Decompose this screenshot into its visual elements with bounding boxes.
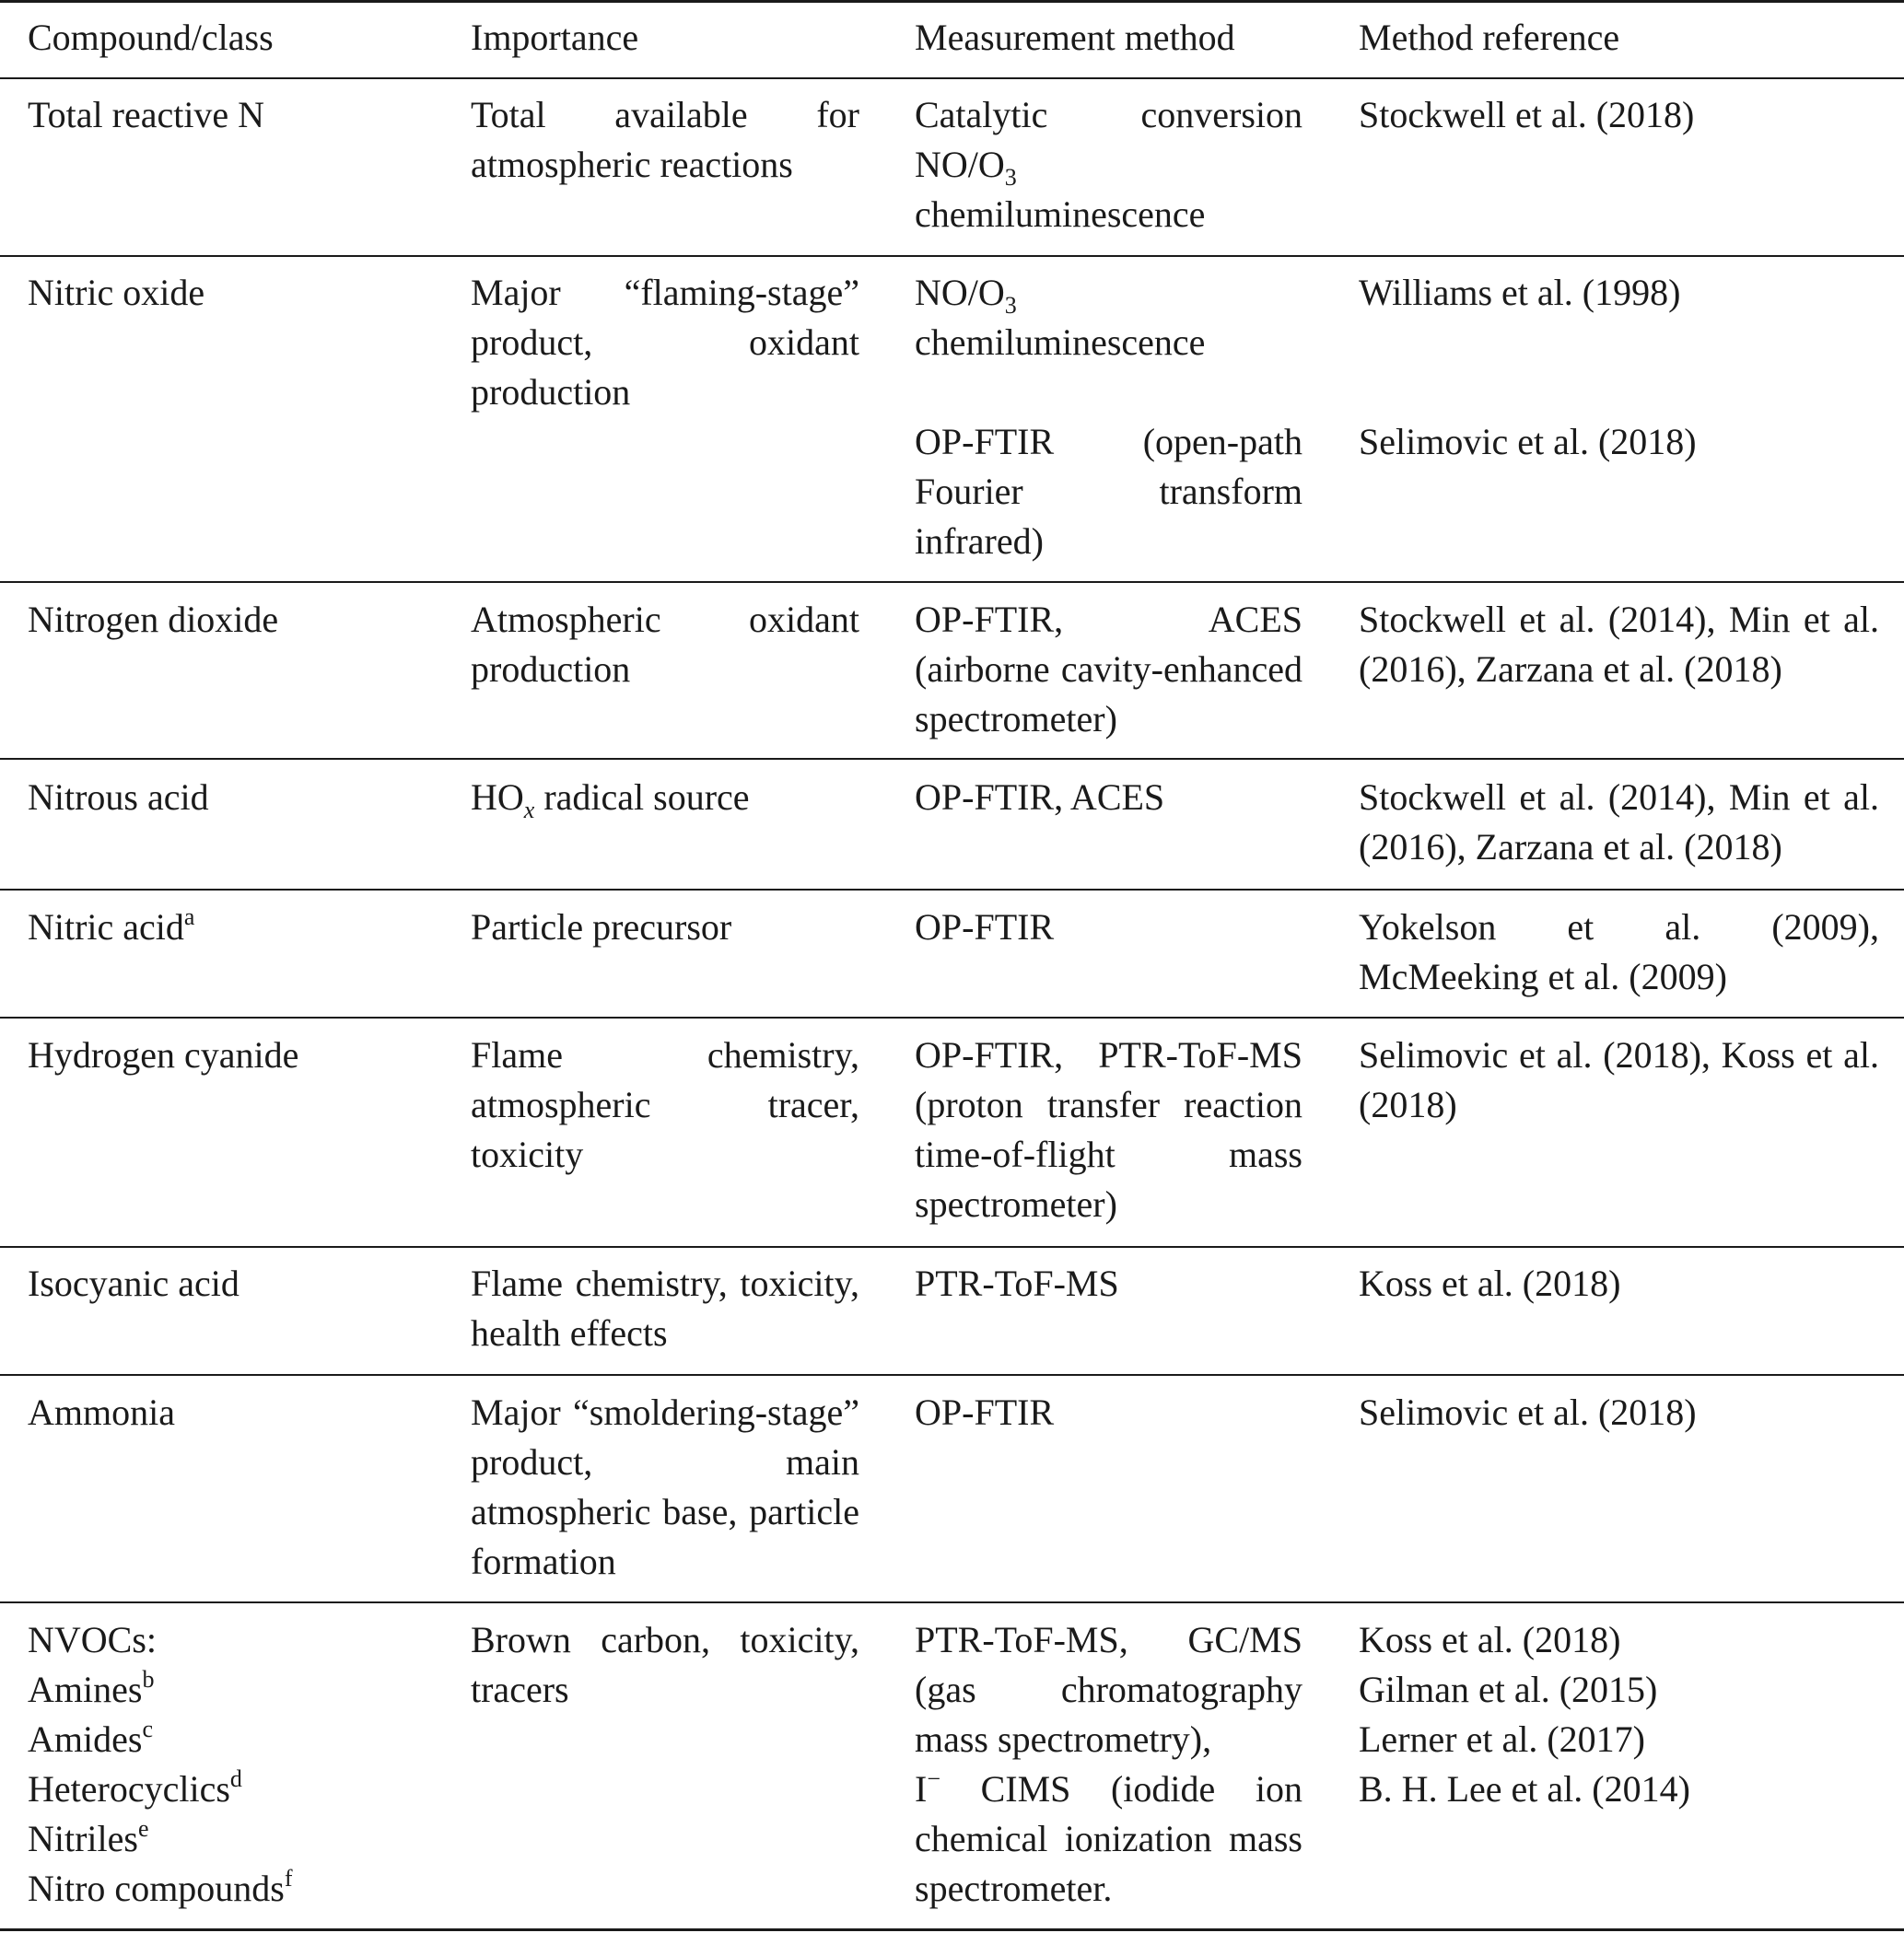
compound-label: Amines [28, 1669, 143, 1710]
method-formula: NO/O [915, 144, 1005, 185]
table-row-compound: Nitrous acid [28, 776, 209, 818]
footnote-marker: f [284, 1864, 293, 1892]
compound-item [28, 1665, 433, 1715]
table-row-compound [28, 902, 433, 952]
footnote-marker: e [137, 1814, 149, 1842]
footnote-marker: c [142, 1715, 153, 1742]
table-row-reference: Selimovic et al. (2018) [1359, 421, 1697, 462]
table-row-reference [1359, 1615, 1879, 1814]
table-row-importance: Major “flaming-stage” product, oxidant production [471, 272, 859, 413]
row-rule [0, 889, 1904, 891]
table-row-compound [28, 1615, 433, 1914]
top-rule [0, 0, 1904, 3]
table-row-method [915, 90, 1302, 239]
table-row-reference: Stockwell et al. (2014), Min et al. (2016), Zarzana et al. (2018) [1359, 599, 1879, 690]
compound-item [28, 1864, 433, 1914]
table-row-method: OP-FTIR [915, 906, 1055, 948]
table-row-method: OP-FTIR, ACES (airborne cavity-enhanced spectrometer) [915, 599, 1302, 739]
method-tail: chemiluminescence [915, 193, 1206, 235]
table-row-reference: Selimovic et al. (2018) [1359, 1392, 1697, 1433]
table-row-method: OP-FTIR [915, 1392, 1055, 1433]
table-row-compound: Nitrogen dioxide [28, 599, 279, 640]
table-row-compound: Total reactive N [28, 94, 265, 135]
table-row-method [915, 1615, 1302, 1914]
compound-item [28, 1715, 433, 1764]
table-row-importance [471, 773, 859, 822]
footnote-marker: d [229, 1764, 242, 1792]
compound-label: Nitriles [28, 1818, 138, 1859]
table-row-compound: Nitric oxide [28, 272, 205, 313]
table-row-importance: Flame chemistry, toxicity, health effects [471, 1263, 859, 1354]
table-row-compound: Isocyanic acid [28, 1263, 239, 1304]
reference-line: Gilman et al. (2015) [1359, 1669, 1658, 1710]
table-row-reference [1359, 902, 1879, 1002]
column-header: Measurement method [915, 17, 1235, 58]
table-row-method [915, 268, 1302, 367]
table-row-importance: Atmospheric oxidant production [471, 599, 859, 690]
table-row-reference: Stockwell et al. (2018) [1359, 94, 1695, 135]
table-row-method: OP-FTIR, PTR-ToF-MS (proton transfer reaction time-of-flight mass spectrometer) [915, 1034, 1302, 1225]
row-rule [0, 758, 1904, 760]
row-rule [0, 1601, 1904, 1603]
row-rule [0, 1374, 1904, 1376]
column-header: Method reference [1359, 17, 1620, 58]
table-row-reference: Stockwell et al. (2014), Min et al. (2016), Zarzana et al. (2018) [1359, 776, 1879, 868]
reference-line: Lerner et al. (2017) [1359, 1718, 1645, 1760]
column-header: Compound/class [28, 17, 274, 58]
compound-item [28, 1764, 433, 1814]
bottom-rule [0, 1928, 1904, 1931]
table-row-importance: Particle precursor [471, 906, 732, 948]
compound-label: Nitric acid [28, 906, 184, 948]
importance-formula: HO [471, 776, 524, 818]
method-formula: NO/O [915, 272, 1005, 313]
table-row-importance: Major “smoldering-stage” product, main atmospheric base, particle formation [471, 1392, 859, 1582]
superscript: − [927, 1764, 940, 1792]
header-rule [0, 77, 1904, 79]
reference-line: Koss et al. (2018) [1359, 1619, 1621, 1660]
reference-line: McMeeking et al. (2009) [1359, 956, 1727, 997]
compound-label: Heterocyclics [28, 1768, 230, 1810]
reference-line: Yokelson et al. (2009), [1359, 906, 1879, 948]
importance-tail: radical source [534, 776, 750, 818]
subscript: 3 [1004, 292, 1017, 319]
row-rule [0, 255, 1904, 257]
method-tail: CIMS (iodide ion chemical ionization mass spectrometer. [915, 1768, 1302, 1909]
compound-label: Nitro compounds [28, 1868, 285, 1909]
reference-line: B. H. Lee et al. (2014) [1359, 1768, 1690, 1810]
footnote-marker: b [142, 1665, 155, 1693]
table-row-compound: Hydrogen cyanide [28, 1034, 299, 1076]
method-tail: chemiluminescence [915, 321, 1206, 363]
method-line: Catalytic conversion [915, 94, 1302, 135]
row-rule [0, 581, 1904, 583]
method-part: PTR-ToF-MS, GC/MS (gas chromatography mass spectrometry), [915, 1619, 1302, 1760]
table-row-importance: Flame chemistry, atmospheric tracer, toxicity [471, 1034, 859, 1175]
method-part [915, 1764, 1302, 1914]
footnote-marker: a [183, 902, 195, 930]
compound-item [28, 1814, 433, 1864]
compound-label: NVOCs: [28, 1619, 158, 1660]
row-rule [0, 1246, 1904, 1248]
compound-item [28, 1615, 433, 1665]
table-row-reference: Selimovic et al. (2018), Koss et al. (2018) [1359, 1034, 1879, 1125]
table-row-method: OP-FTIR (open-path Fourier transform infrared) [915, 421, 1302, 562]
subscript: 3 [1004, 164, 1017, 191]
method-ion: I [915, 1768, 928, 1810]
table-row-compound: Ammonia [28, 1392, 175, 1433]
table-row-importance: Total available for atmospheric reactions [471, 94, 859, 185]
table-row-method: OP-FTIR, ACES [915, 776, 1165, 818]
table-row-importance: Brown carbon, toxicity, tracers [471, 1619, 859, 1710]
table-row-method: PTR-ToF-MS [915, 1263, 1119, 1304]
compound-label: Amides [28, 1718, 143, 1760]
column-header: Importance [471, 17, 639, 58]
table-row-reference: Koss et al. (2018) [1359, 1263, 1621, 1304]
subscript: x [523, 797, 535, 823]
table-row-reference: Williams et al. (1998) [1359, 272, 1681, 313]
row-rule [0, 1017, 1904, 1019]
